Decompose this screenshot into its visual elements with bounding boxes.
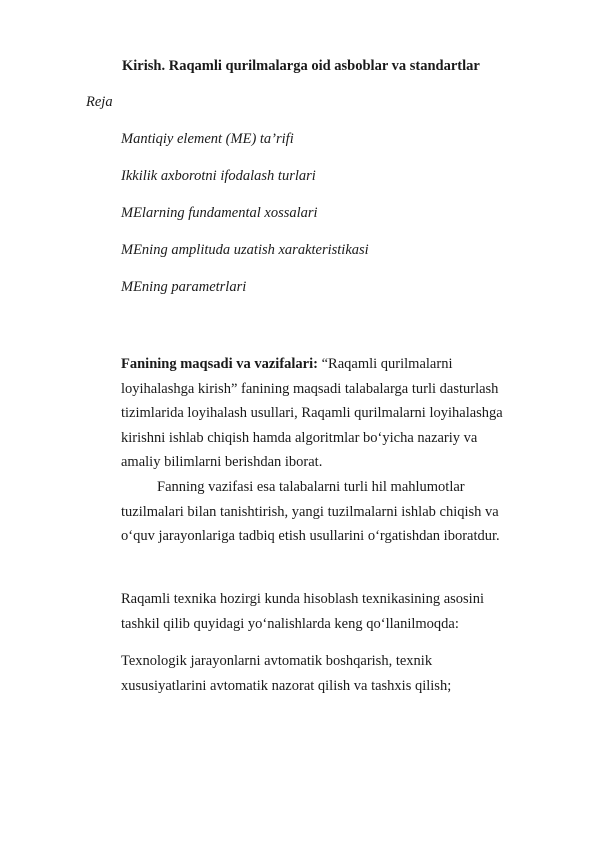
plan-item: MEning amplituda uzatish xarakteristikasi <box>121 242 369 258</box>
plan-item: Ikkilik axborotni ifodalash turlari <box>121 168 316 184</box>
goals-line: kirishni ishlab chiqish hamda algoritmlar bo‘yicha nazariy va <box>121 429 478 446</box>
tasks-line: tuzilmalari bilan tanishtirish, yangi tuzilmalarni ishlab chiqish va <box>121 503 499 520</box>
digital-tech-paragraph <box>121 587 581 636</box>
digital-tech-line: Raqamli texnika hozirgi kunda hisoblash texnikasining asosini <box>121 591 484 607</box>
digital-tech-line: tashkil qilib quyidagi yo‘nalishlarda keng qo‘llanilmoqda: <box>121 615 459 632</box>
tasks-line: Fanning vazifasi esa talabalarni turli hil mahlumotlar <box>157 478 465 495</box>
technological-line: Texnologik jarayonlarni avtomatik boshqarish, texnik <box>121 653 433 669</box>
goals-heading: Fanining maqsadi va vazifalari: <box>121 356 318 372</box>
technological-line: xususiyatlarini avtomatik nazorat qilish va tashxis qilish; <box>121 677 452 694</box>
goals-line: “Raqamli qurilmalarni <box>317 356 453 372</box>
goals-line: amaliy bilimlarni berishdan iborat. <box>121 454 323 471</box>
technological-paragraph <box>121 649 581 698</box>
page-title: Kirish. Raqamli qurilmalarga oid asboblar va standartlar <box>122 58 480 74</box>
plan-item: Mantiqiy element (ME) ta’rifi <box>121 131 294 147</box>
goals-line: tizimlarida loyihalash usullari, Raqamli qurilmalarni loyihalashga <box>121 405 503 422</box>
plan-item: MEning parametrlari <box>121 279 247 295</box>
goals-paragraph <box>121 352 581 549</box>
tasks-line: o‘quv jarayonlariga tadbiq etish usullarini o‘rgatishdan iboratdur. <box>121 528 500 545</box>
plan-label: Reja <box>86 94 113 110</box>
plan-item: MElarning fundamental xossalari <box>121 205 318 221</box>
goals-line: loyihalashga kirish” fanining maqsadi talabalarga turli dasturlash <box>121 380 499 397</box>
